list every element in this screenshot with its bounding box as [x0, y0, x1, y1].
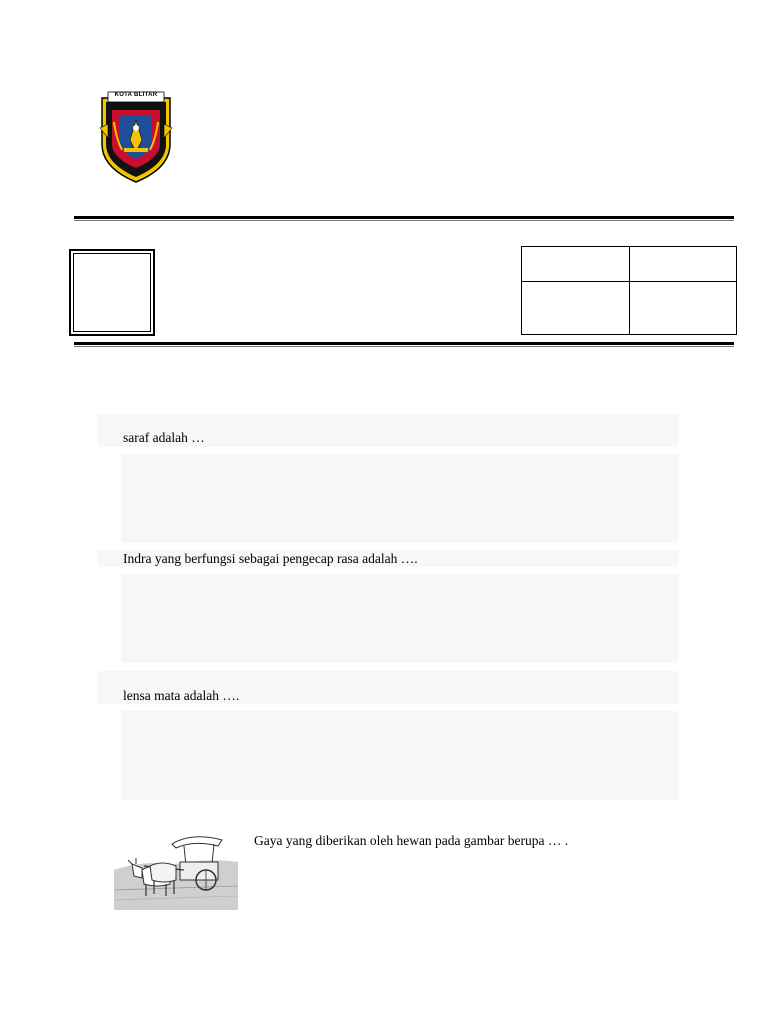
cow-cart-illustration: [114, 830, 238, 910]
empty-framed-box: [69, 249, 155, 336]
answer-area: [121, 711, 678, 800]
header-rule-bottom: [74, 342, 734, 345]
header-rule-bottom-thin: [74, 346, 734, 347]
question-text: Gaya yang diberikan oleh hewan pada gambar berupa … .: [254, 833, 569, 848]
question-text: lensa mata adalah ….: [123, 688, 240, 703]
question-text: saraf adalah …: [123, 430, 205, 445]
info-grid-table: [521, 246, 737, 335]
header-rule-top-thin: [74, 220, 734, 221]
header-rule-top: [74, 216, 734, 219]
grid-cell: [522, 247, 630, 282]
logo-caption: KOTA BLITAR: [114, 92, 158, 98]
answer-area: [121, 454, 678, 543]
grid-cell: [522, 282, 630, 335]
answer-area: [121, 574, 678, 663]
kota-blitar-emblem-icon: [96, 88, 176, 184]
grid-cell: [629, 282, 737, 335]
question-text: Indra yang berfungsi sebagai pengecap rasa adalah ….: [123, 551, 418, 566]
grid-cell: [629, 247, 737, 282]
